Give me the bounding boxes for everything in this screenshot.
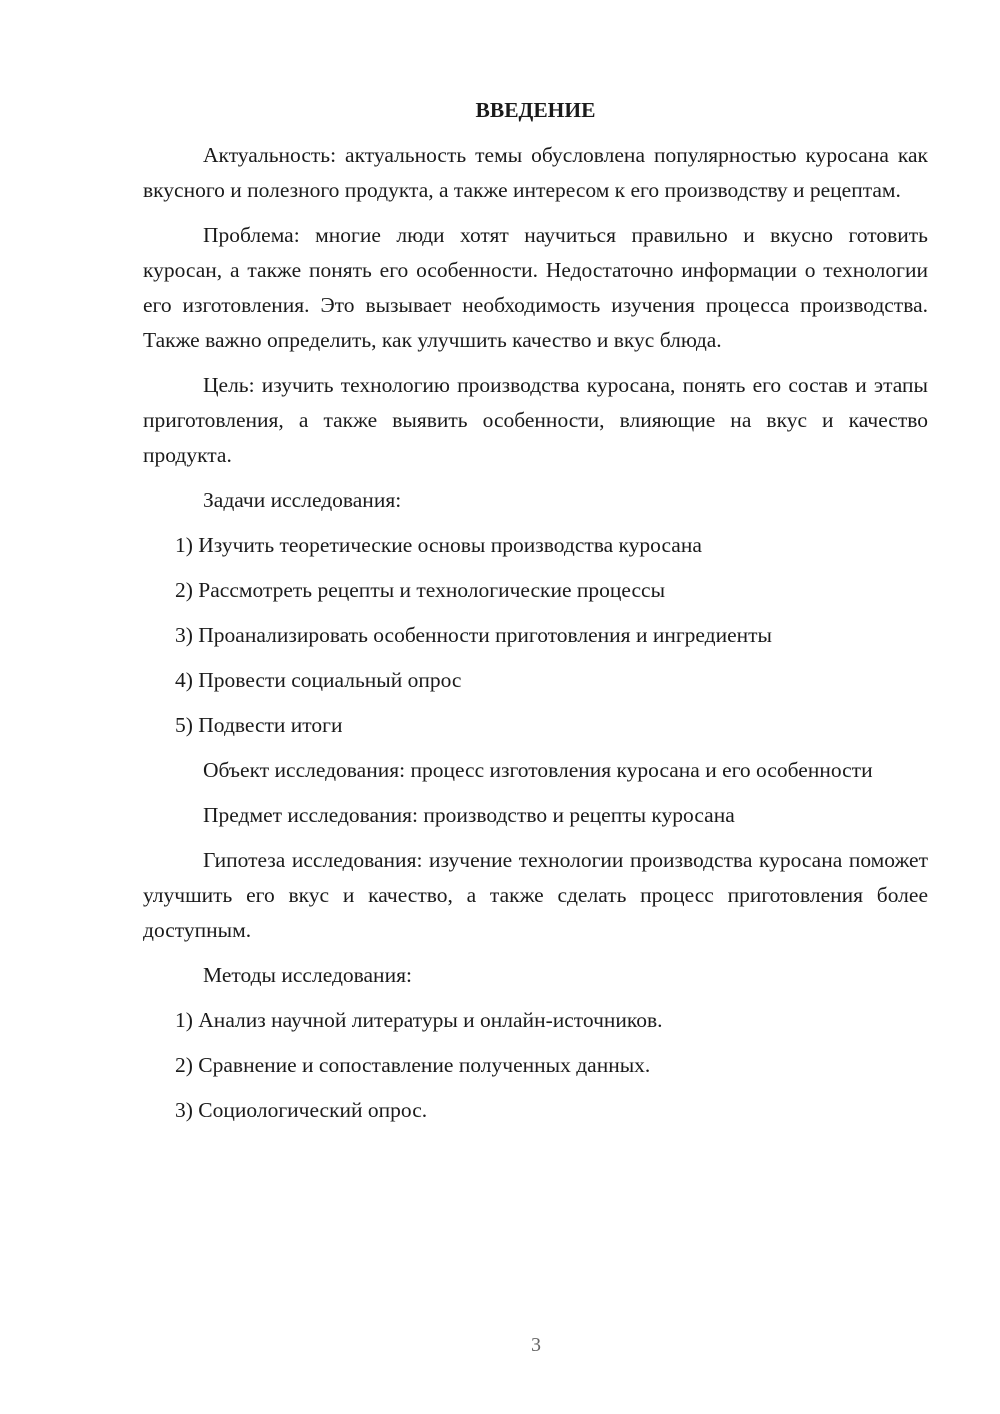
relevance-paragraph: Актуальность: актуальность темы обусловлена популярностью куросана как вкусного и полезного продукта, а также интересом к его производству и рецептам. — [143, 143, 928, 202]
object-paragraph: Объект исследования: процесс изготовления куросана и его особенности — [203, 758, 873, 782]
document-page — [143, 92, 928, 1138]
list-item: 4) Провести социальный опрос — [175, 668, 462, 692]
section-heading: ВВЕДЕНИЕ — [475, 98, 596, 122]
list-item: 3) Социологический опрос. — [175, 1098, 428, 1122]
list-item: 5) Подвести итоги — [175, 713, 343, 737]
methods-label: Методы исследования: — [203, 963, 412, 987]
list-item: 1) Анализ научной литературы и онлайн-источников. — [175, 1008, 663, 1032]
goal-paragraph: Цель: изучить технологию производства куросана, понять его состав и этапы приготовления, а также выявить особенности, влияющие на вкус и качество продукта. — [143, 373, 928, 467]
methods-list — [143, 1003, 928, 1128]
subject-paragraph: Предмет исследования: производство и рецепты куросана — [203, 803, 735, 827]
list-item: 2) Сравнение и сопоставление полученных данных. — [175, 1053, 651, 1077]
list-item: 1) Изучить теоретические основы производства куросана — [175, 533, 702, 557]
list-item: 3) Проанализировать особенности приготовления и ингредиенты — [175, 623, 772, 647]
hypothesis-paragraph: Гипотеза исследования: изучение технологии производства куросана поможет улучшить его вкус и качество, а также сделать процесс приготовления более доступным. — [143, 848, 928, 942]
tasks-label: Задачи исследования: — [203, 488, 402, 512]
tasks-list — [143, 528, 928, 743]
page-number: 3 — [531, 1334, 541, 1356]
list-item: 2) Рассмотреть рецепты и технологические процессы — [175, 578, 666, 602]
problem-paragraph: Проблема: многие люди хотят научиться правильно и вкусно готовить куросан, а также понять его особенности. Недостаточно информации о технологии его изготовления. Это вызывает необходимость изучения процесса производства. Также важно определить, как улучшить качество и вкус блюда. — [143, 223, 928, 352]
